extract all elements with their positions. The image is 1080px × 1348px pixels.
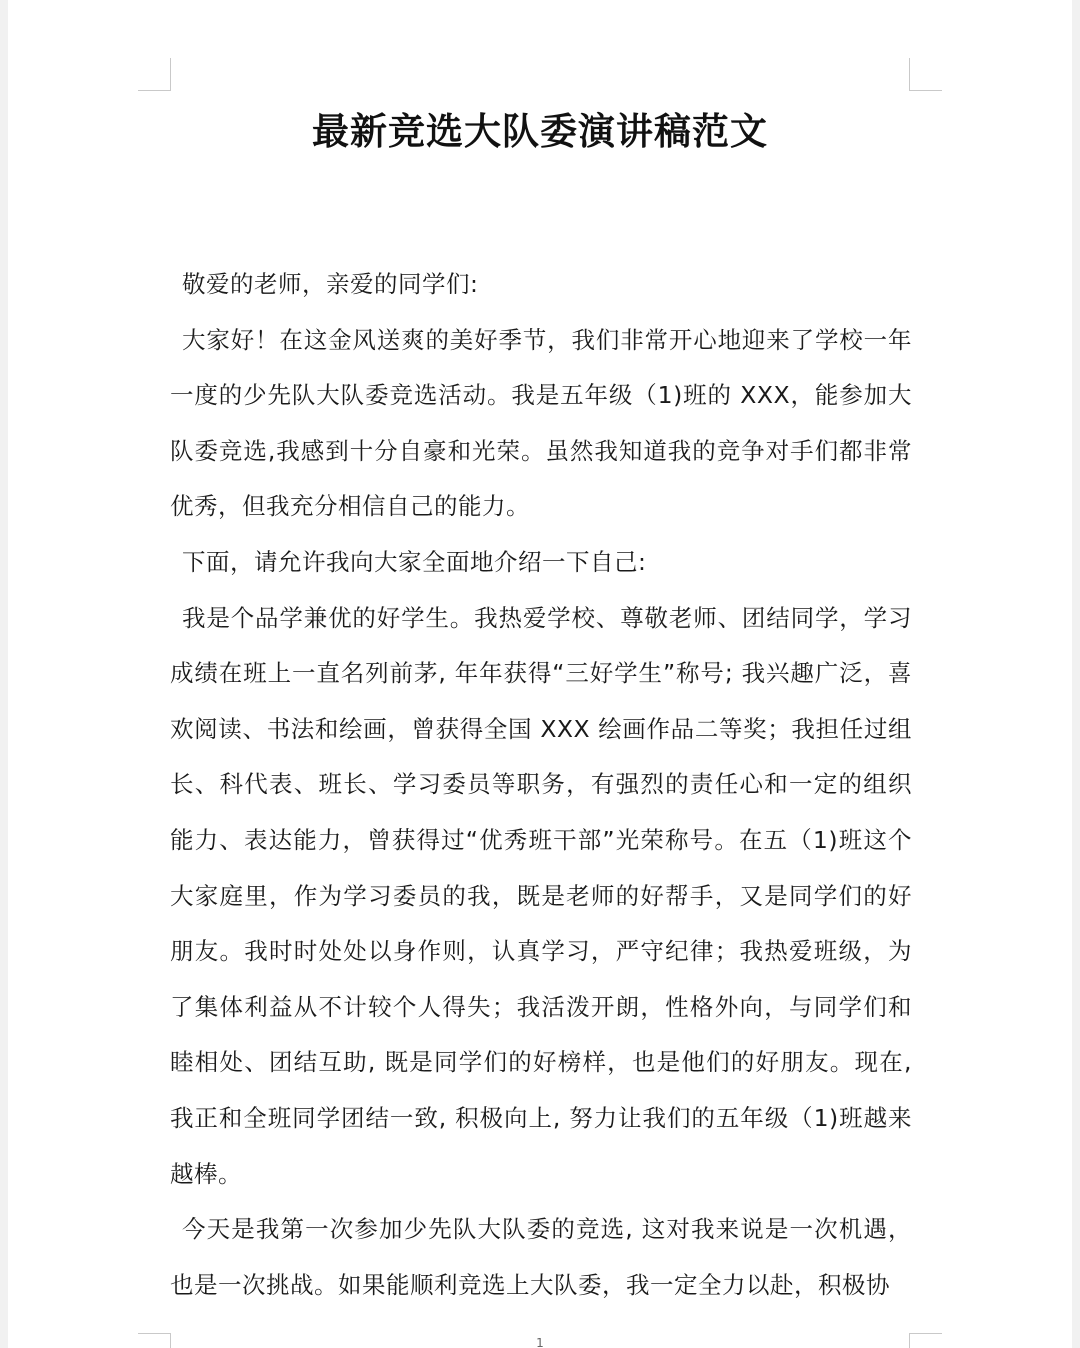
document-title: 最新竞选大队委演讲稿范文 [312,110,768,153]
viewer-left-margin [0,0,8,1348]
document-body [170,257,912,1313]
corner-mark-top-left [138,58,171,91]
body-paragraph: 我是个品学兼优的好学生。我热爱学校、尊敬老师、团结同学，学习成绩在班上一直名列前茅, 年年获得“三好学生”称号; 我兴趣广泛，喜欢阅读、书法和绘画，曾获得全国 XXX 绘画作品二等奖；我担任过组长、科代表、班长、学习委员等职务，有强烈的责任心和一定的组织能力、表达能力，曾获得过“优秀班干部”光荣称号。在五（1)班这个大家庭里，作为学习委员的我，既是老师的好帮手，又是同学们的好朋友。我时时处处以身作则，认真学习，严守纪律；我热爱班级，为了集体利益从不计较个人得失；我活泼开朗，性格外向，与同学们和睦相处、团结互助, 既是同学们的好榜样，也是他们的好朋友。现在, 我正和全班同学团结一致, 积极向上, 努力让我们的五年级（1)班越来越棒。 [170,603,912,1188]
body-paragraph: 大家好！在这金风送爽的美好季节，我们非常开心地迎来了学校一年一度的少先队大队委竞选活动。我是五年级（1)班的 XXX，能参加大队委竞选,我感到十分自豪和光荣。虽然我知道我的竞争对手们都非常优秀，但我充分相信自己的能力。 [170,325,912,521]
body-paragraph: 今天是我第一次参加少先队大队委的竞选, 这对我来说是一次机遇，也是一次挑战。如果能顺利竞选上大队委，我一定全力以赴，积极协 [170,1215,912,1299]
body-paragraph: 下面，请允许我向大家全面地介绍一下自己: [182,547,647,576]
viewer-right-margin [1072,0,1080,1348]
corner-mark-top-right [909,58,942,91]
salutation-paragraph: 敬爱的老师，亲爱的同学们: [182,270,479,298]
document-page [8,0,1072,1348]
page-number: 1 [536,1336,544,1348]
